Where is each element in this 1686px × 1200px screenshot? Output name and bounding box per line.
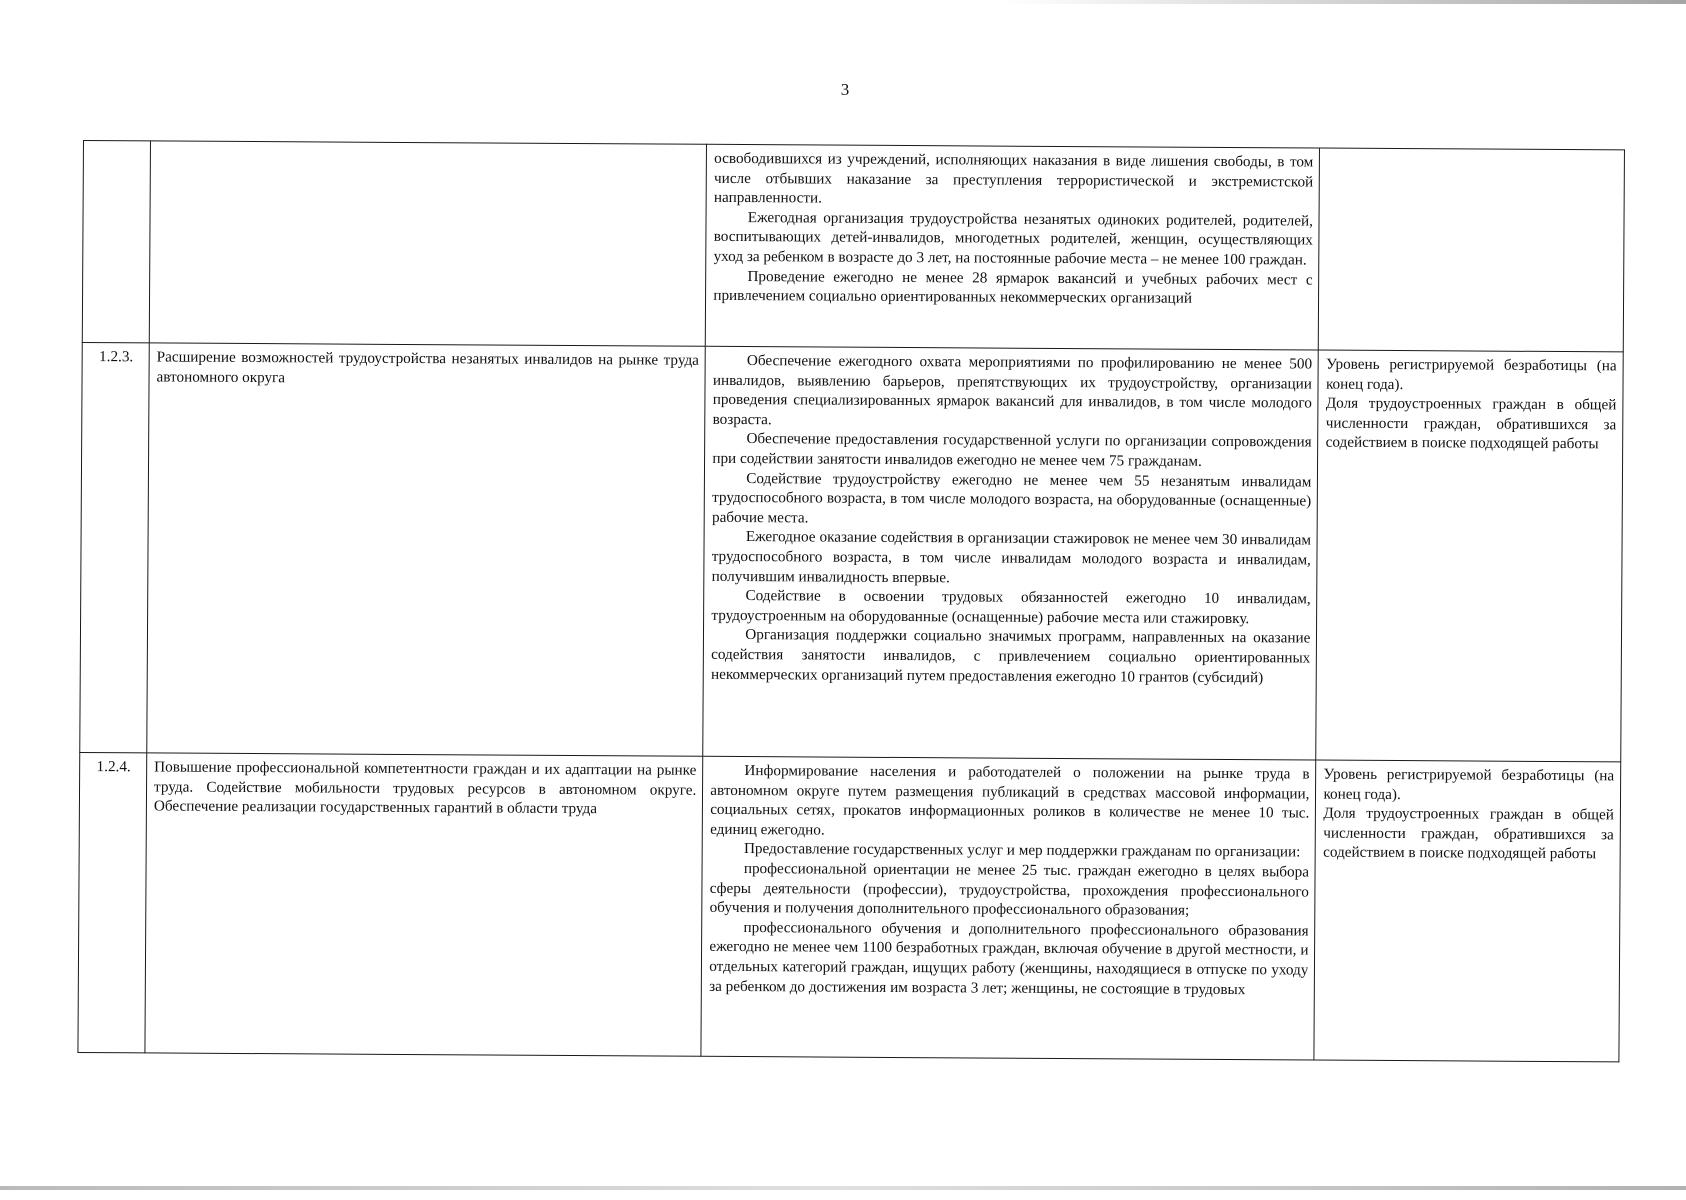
scan-edge-top [1000,0,1686,4]
row-number-cell: 1.2.3. [80,342,150,752]
measure-name-cell [145,753,703,1056]
activity-paragraph: Обеспечение ежегодного охвата мероприятиями по профилированию не менее 500 инвалидов, выявлению барьеров, препятствующих их трудоустройству, организации проведения специализированных ярмарок вакансий для инвалидов, в том числе молодого возраста. [712,352,1313,428]
page-number: 3 [840,80,850,99]
activity-paragraph: Содействие в освоении трудовых обязанностей ежегодно 10 инвалидам, трудоустроенным на оборудованные (оснащенные) рабочие места или стажировку. [711,587,1311,627]
activities-cell [703,346,1319,760]
row-number-cell [82,141,150,343]
activity-paragraph: освободившихся из учреждений, исполняющих наказания в виде лишения свободы, в том числе отбывших наказание за преступления террористической и экстремистской направленности. [713,149,1314,207]
activities-cell [706,144,1320,350]
indicator-paragraph: Уровень регистрируемой безработицы (на конец года). [1323,765,1615,803]
table-row [82,141,1624,352]
activity-paragraph: Ежегодное оказание содействия в организации стажировок не менее чем 30 инвалидам трудоспособного возраста, в том числе инвалидам молодого возраста и инвалидам, получившим инвалидность впервые. [711,528,1312,586]
activity-paragraph: Предоставление государственных услуг и мер поддержки гражданам по организации: [743,840,1301,861]
activity-paragraph: Информирование населения и работодателей о положении на рынке труда в автономном округе путем размещения публикаций в средствах массовой информации, социальных сетях, прокатов информационных роликов в количестве не менее 10 тыс. единиц ежегодно. [710,762,1310,839]
indicator-paragraph: Доля трудоустроенных граждан в общей численности граждан, обратившихся за содействием в поиске подходящей работы [1325,394,1617,453]
indicator-paragraph: Уровень регистрируемой безработицы (на конец года). [1325,355,1617,393]
indicators-cell [1316,350,1623,762]
activities-cell [701,756,1316,1060]
table-row [80,342,1623,761]
activity-paragraph: Организация поддержки социально значимых программ, направленных на оказание содействия занятости инвалидов, с привлечением социально ориентированных некоммерческих организаций путем предоставления ежегодно 10 грантов (субсидий) [710,626,1311,686]
activity-paragraph: Обеспечение предоставления государственной услуги по организации сопровождения при содействии занятости инвалидов ежегодно не менее чем 75 гражданам. [712,430,1312,470]
activity-paragraph: профессиональной ориентации не менее 25 тыс. граждан ежегодно в целях выбора сферы деятельности (профессии), трудоустройства, прохождения профессионального обучения и получения дополнительного профессионального образования; [709,860,1310,919]
activity-paragraph: Ежегодная организация трудоустройства незанятых одиноких родителей, родителей, воспитывающих детей-инвалидов, многодетных родителей, женщин, осуществляющих уход за ребенком в возрасте до 3 лет, на постоянные рабочие места – не менее 100 граждан. [713,208,1314,269]
table-row [78,752,1621,1061]
measure-name-cell [149,141,707,346]
activity-paragraph: Проведение ежегодно не менее 28 ярмарок вакансий и учебных рабочих мест с привлечением социально ориентированных некоммерческих организаций [713,267,1313,307]
measure-name-cell [147,343,706,756]
row-number-cell: 1.2.4. [78,752,147,1052]
activity-paragraph: профессионального обучения и дополнительного профессионального образования ежегодно не менее чем 1100 безработных граждан, включая обучение в другой местности, и отдельных категорий граждан, ищущих работу (женщины, находящиеся в отпуске по уходу за ребенком до достижения им возраста 3 лет; женщины, не состоящие в трудовых [709,918,1309,998]
indicators-cell [1314,760,1620,1062]
indicator-paragraph: Доля трудоустроенных граждан в общей численности граждан, обратившихся за содействием в поиске подходящей работы [1323,804,1614,863]
scan-edge-bottom [0,1186,1686,1190]
measure-name-text: Расширение возможностей трудоустройства незанятых инвалидов на рынке труда автономного округа [156,348,700,386]
activity-paragraph: Содействие трудоустройству ежегодно не менее чем 55 незанятым инвалидам трудоспособного возраста, в том числе молодого возраста, на оборудованные (оснащенные) рабочие места. [711,469,1312,527]
measure-name-text: Повышение профессиональной компетентности граждан и их адаптации на рынке труда. Содействие мобильности трудовых ресурсов в автономном округе. Обеспечение реализации государственных гарантий в области труда [153,758,697,818]
program-table [77,140,1625,1062]
indicators-cell [1319,148,1625,352]
